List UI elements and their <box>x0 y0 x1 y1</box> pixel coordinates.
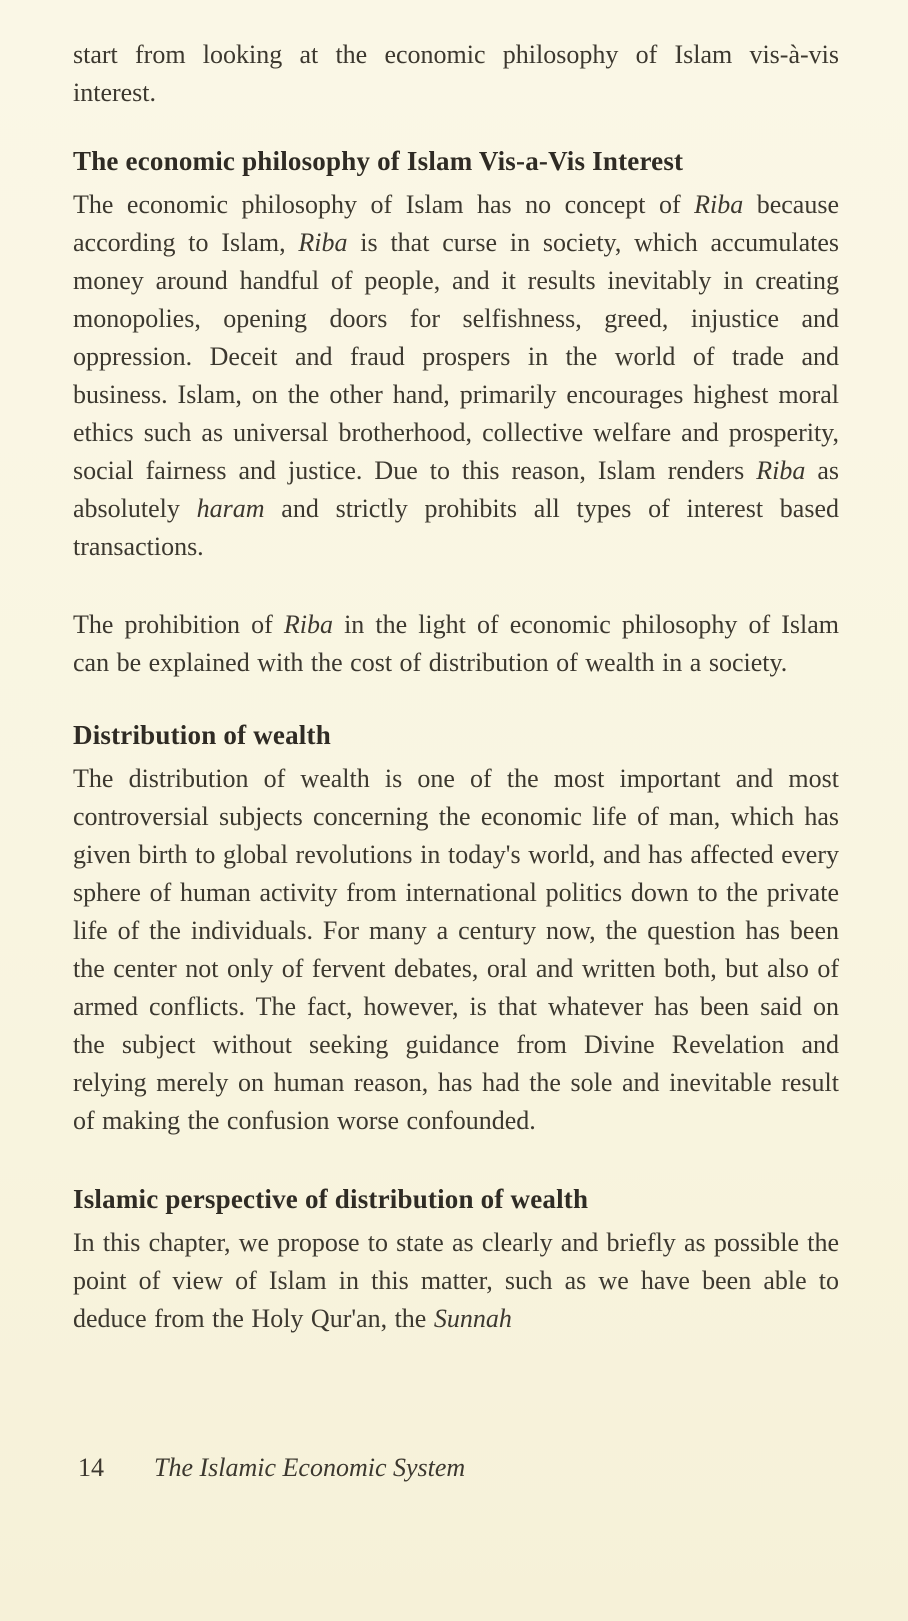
text-segment-italic-riba: Riba <box>756 456 806 485</box>
text-segment-italic-riba: Riba <box>694 190 744 219</box>
text-segment-italic-sunnah: Sunnah <box>433 1304 512 1333</box>
text-segment: and strictly prohibits all types of interest based transactions. <box>73 494 839 561</box>
paragraph-intro-continuation: start from looking at the economic philosophy of Islam vis-à-vis interest. <box>73 40 839 107</box>
text-segment-italic-riba: Riba <box>298 228 348 257</box>
section-heading-islamic-perspective: Islamic perspective of distribution of wealth <box>73 1184 589 1214</box>
text-segment: because according to Islam, <box>73 190 839 257</box>
text-segment-italic-haram: haram <box>196 494 265 523</box>
section-heading-economic-philosophy: The economic philosophy of Islam Vis-a-Vis Interest <box>73 146 684 176</box>
text-segment: The economic philosophy of Islam has no concept of <box>73 190 695 219</box>
paragraph-riba-philosophy <box>73 186 839 566</box>
page-content <box>73 36 839 1338</box>
section-heading-distribution-of-wealth: Distribution of wealth <box>73 720 331 750</box>
text-segment: as absolutely <box>73 456 839 523</box>
text-segment-italic-riba: Riba <box>283 610 333 639</box>
text-segment: In this chapter, we propose to state as clearly and briefly as possible the point of view of Islam in this matter, such as we have been able to deduce from the Holy Qur'an, the <box>73 1228 839 1333</box>
paragraph-distribution-of-wealth: The distribution of wealth is one of the most important and most controversial subjects concerning the economic life of man, which has given birth to global revolutions in today's world, and has affected every sphere of human activity from international politics down to the private life of the individuals. For many a century now, the question has been the center not only of fervent debates, oral and written both, but also of armed conflicts. The fact, however, is that whatever has been said on the subject without seeking guidance from Divine Revelation and relying merely on human reason, has had the sole and inevitable result of making the confusion worse confounded. <box>73 764 839 1135</box>
page-footer <box>78 1453 465 1483</box>
running-footer-book-title: The Islamic Economic System <box>154 1453 466 1482</box>
paragraph-islamic-perspective <box>73 1224 839 1338</box>
text-segment: The prohibition of <box>73 610 284 639</box>
paragraph-prohibition-of-riba <box>73 606 839 682</box>
text-segment: is that curse in society, which accumulates money around handful of people, and it results inevitably in creating monopolies, opening doors for selfishness, greed, injustice and oppression. Deceit and fraud prospers in the world of trade and business. Islam, on the other hand, primarily encourages highest moral ethics such as universal brotherhood, collective welfare and prosperity, social fairness and justice. Due to this reason, Islam renders <box>73 228 839 485</box>
page-number: 14 <box>78 1453 104 1482</box>
text-segment: in the light of economic philosophy of Islam can be explained with the cost of distribution of wealth in a society. <box>73 610 839 677</box>
